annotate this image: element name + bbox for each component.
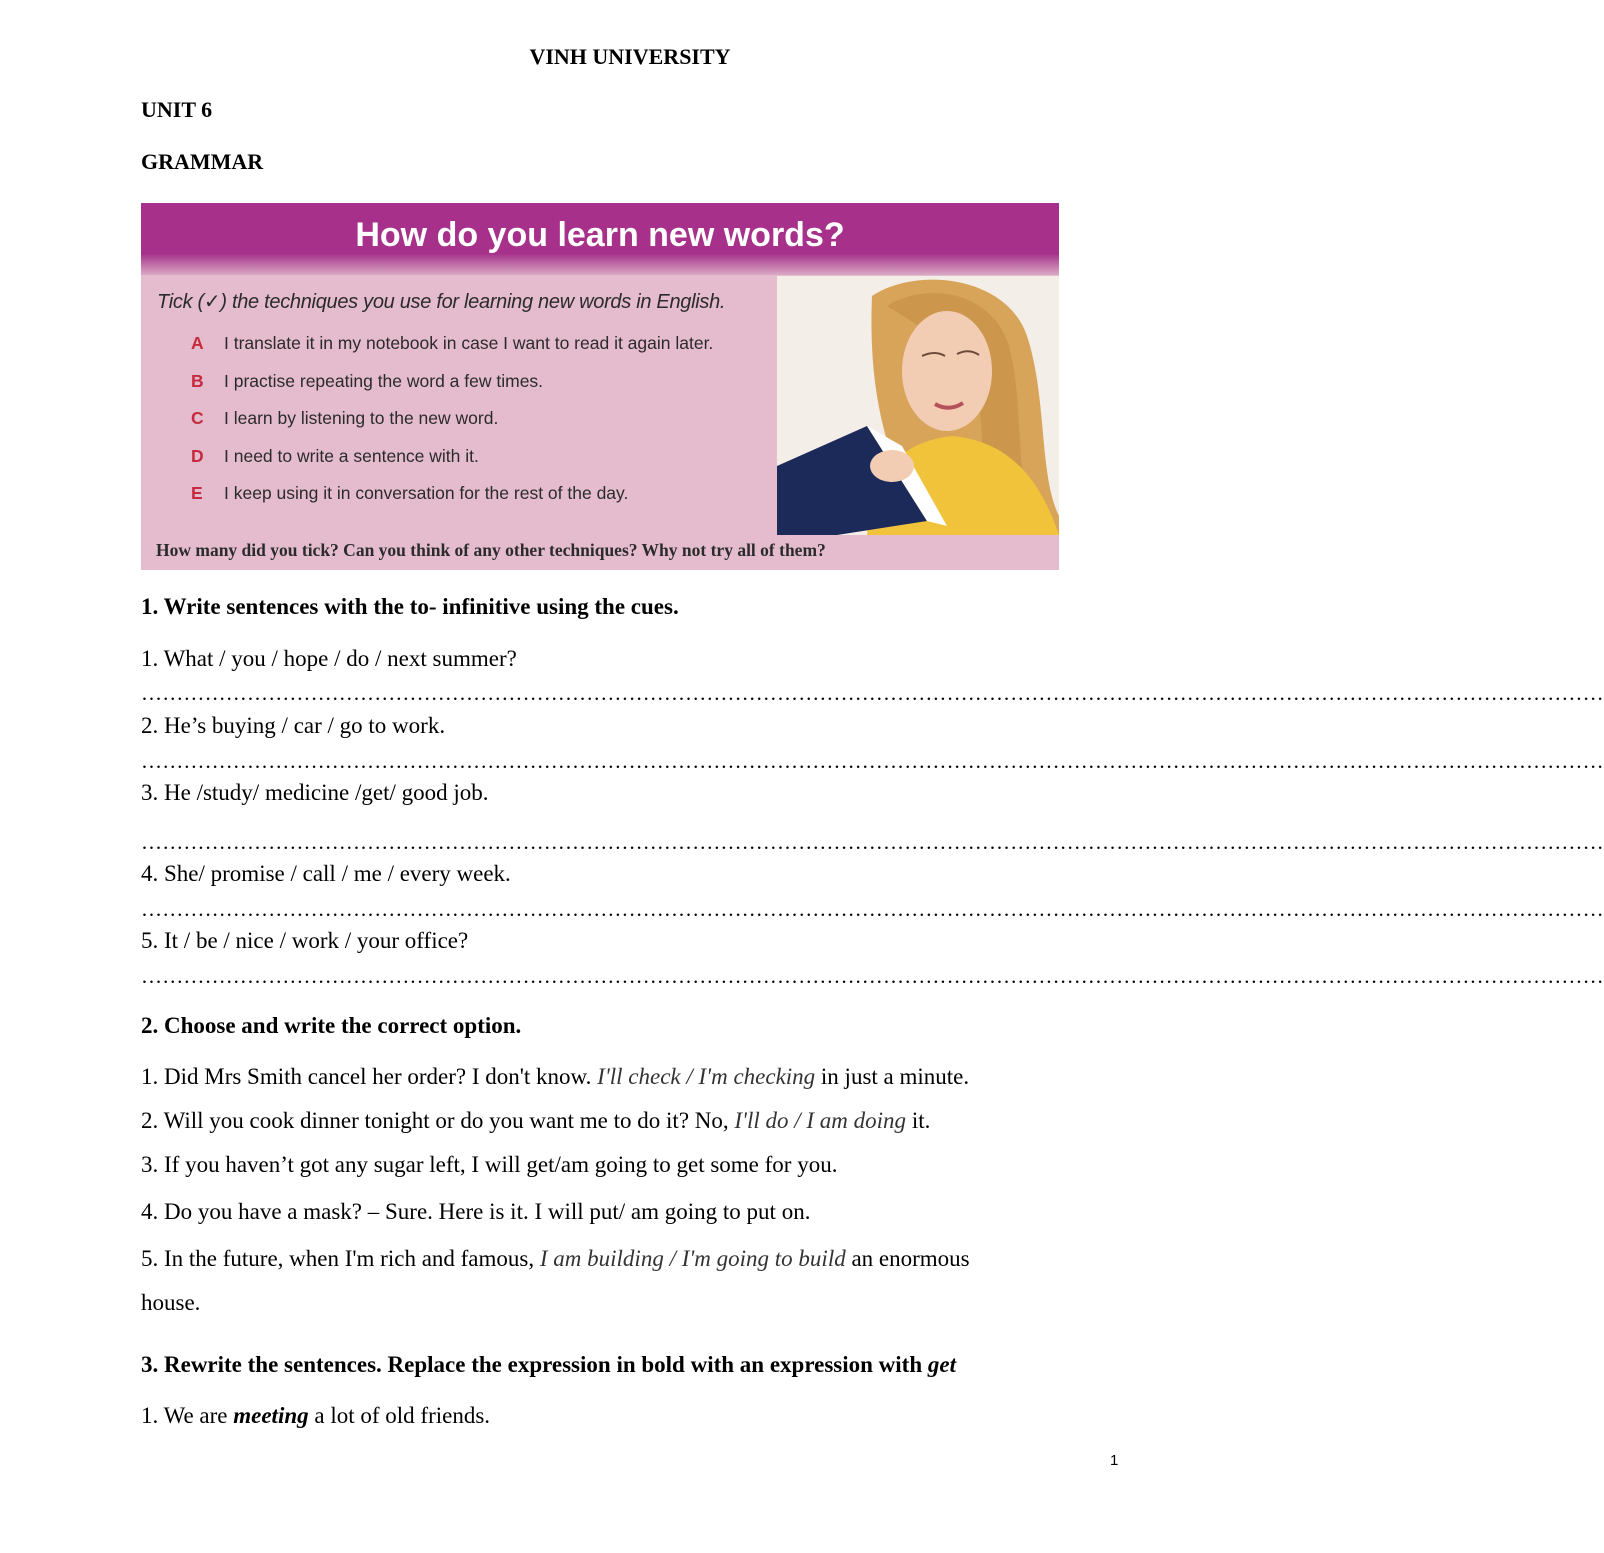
technique-text: I translate it in my notebook in case I want to read it again later. bbox=[224, 333, 714, 353]
technique-item bbox=[191, 446, 713, 484]
question-text: a lot of old friends. bbox=[308, 1403, 491, 1428]
technique-letter: E bbox=[191, 483, 203, 503]
option-choice[interactable]: I'll check / I'm checking bbox=[597, 1064, 816, 1089]
exercise3-title bbox=[141, 1352, 956, 1378]
answer-line[interactable]: ……………………………………………………………………………………………………………………………………………………………………………………… bbox=[141, 964, 1604, 988]
question-text: an enormous bbox=[845, 1246, 970, 1271]
technique-item bbox=[191, 483, 713, 521]
banner-title: How do you learn new words? bbox=[141, 203, 1059, 275]
technique-letter: C bbox=[191, 408, 204, 428]
exercise2-title: 2. Choose and write the correct option. bbox=[141, 1013, 522, 1038]
exercise2-item bbox=[141, 1246, 970, 1272]
question-text: 1. We are bbox=[141, 1403, 234, 1428]
university-title: VINH UNIVERSITY bbox=[529, 44, 731, 69]
answer-line[interactable]: ……………………………………………………………………………………………………………………………………………………………………………………… bbox=[141, 830, 1604, 854]
answer-line[interactable]: ……………………………………………………………………………………………………………………………………………………………………………………… bbox=[141, 897, 1604, 921]
vocabulary-banner bbox=[141, 203, 1059, 570]
question-text: in just a minute. bbox=[815, 1064, 970, 1089]
answer-line[interactable]: ……………………………………………………………………………………………………………………………………………………………………………………… bbox=[141, 681, 1604, 705]
exercise3-item bbox=[141, 1403, 490, 1429]
technique-item bbox=[191, 371, 713, 409]
question-text: 1. Did Mrs Smith cancel her order? I don't know. bbox=[141, 1064, 598, 1089]
exercise2-item-continued: house. bbox=[141, 1290, 201, 1315]
answer-line[interactable]: ……………………………………………………………………………………………………………………………………………………………………………………… bbox=[141, 749, 1604, 773]
section-heading: GRAMMAR bbox=[141, 149, 264, 174]
technique-text: I practise repeating the word a few times. bbox=[224, 370, 544, 391]
banner-instruction: Tick (✓) the techniques you use for learning new words in English. bbox=[157, 291, 726, 313]
exercise2-item bbox=[141, 1108, 930, 1134]
technique-list bbox=[191, 333, 713, 521]
exercise1-item: 5. It / be / nice / work / your office? bbox=[141, 928, 469, 953]
page-number: 1 bbox=[1110, 1452, 1119, 1469]
option-choice[interactable]: I'll do / I am doing bbox=[734, 1108, 907, 1133]
question-text: it. bbox=[906, 1108, 931, 1133]
exercise1-item: 1. What / you / hope / do / next summer? bbox=[141, 646, 517, 671]
exercise3-title-keyword: get bbox=[927, 1352, 956, 1377]
technique-item bbox=[191, 333, 713, 371]
question-text: 5. In the future, when I'm rich and famous, bbox=[141, 1246, 540, 1271]
technique-text: I need to write a sentence with it. bbox=[224, 445, 479, 466]
exercise3-title-text: 3. Rewrite the sentences. Replace the expression in bold with an expression with bbox=[141, 1352, 928, 1377]
technique-text: I learn by listening to the new word. bbox=[224, 408, 499, 428]
technique-letter: B bbox=[191, 370, 204, 391]
unit-heading: UNIT 6 bbox=[141, 97, 213, 122]
exercise2-item: 4. Do you have a mask? – Sure. Here is it. I will put/ am going to put on. bbox=[141, 1199, 811, 1224]
technique-letter: D bbox=[191, 445, 204, 466]
exercise2-item bbox=[141, 1064, 969, 1090]
technique-letter: A bbox=[191, 333, 204, 353]
option-choice[interactable]: I am building / I'm going to build bbox=[539, 1246, 846, 1271]
exercise1-item: 4. She/ promise / call / me / every week. bbox=[141, 861, 511, 886]
student-illustration bbox=[777, 276, 1059, 535]
technique-text: I keep using it in conversation for the rest of the day. bbox=[224, 483, 629, 503]
student-reading-photo bbox=[777, 276, 1059, 535]
banner-footer: How many did you tick? Can you think of any other techniques? Why not try all of them? bbox=[141, 535, 1059, 570]
bold-expression: meeting bbox=[233, 1403, 309, 1428]
exercise1-item: 3. He /study/ medicine /get/ good job. bbox=[141, 780, 489, 805]
exercise2-item: 3. If you haven’t got any sugar left, I will get/am going to get some for you. bbox=[141, 1152, 838, 1177]
exercise1-title: 1. Write sentences with the to- infinitive using the cues. bbox=[141, 594, 679, 619]
technique-item bbox=[191, 408, 713, 446]
exercise1-item: 2. He’s buying / car / go to work. bbox=[141, 713, 446, 738]
question-text: 2. Will you cook dinner tonight or do you want me to do it? No, bbox=[141, 1108, 735, 1133]
